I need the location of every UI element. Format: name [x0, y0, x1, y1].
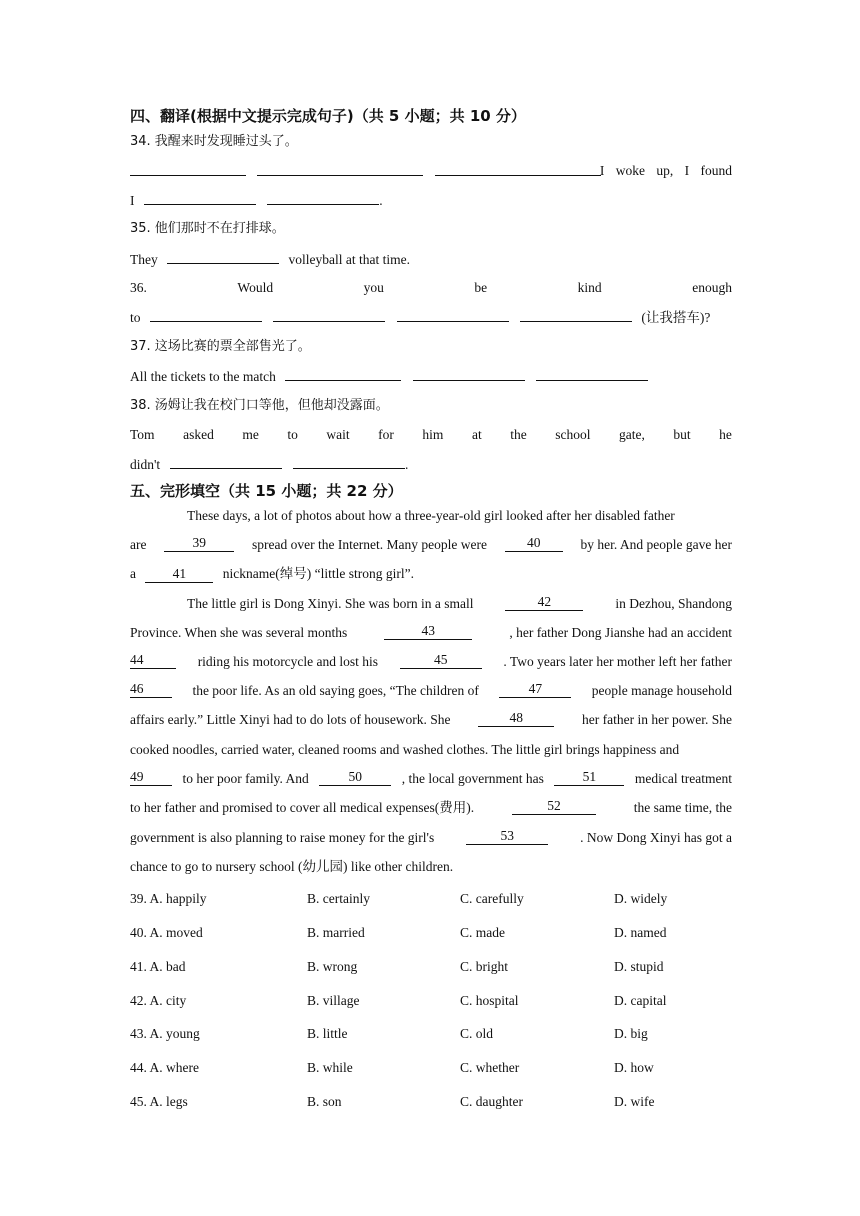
cloze-blank-42[interactable]: 42: [505, 594, 583, 611]
option-b[interactable]: B. wrong: [307, 959, 358, 974]
passage-text: Province. When she was several months: [130, 625, 348, 640]
question-35-text: volleyball at that time.: [288, 252, 410, 267]
passage-line: chance to go to nursery school (幼儿园) like other children.: [130, 859, 454, 874]
question-34-answer-line-1: [130, 161, 732, 182]
question-38-word: Tom: [130, 427, 155, 442]
answer-blank[interactable]: [536, 366, 648, 381]
question-36-word: 36.: [130, 280, 147, 295]
passage-line: [130, 681, 732, 701]
passage-line: [130, 623, 732, 643]
question-34-text: I woke up, I found: [599, 163, 732, 178]
passage-text: nickname(绰号) “little strong girl”.: [222, 566, 414, 581]
answer-blank[interactable]: [144, 190, 256, 205]
answer-blank[interactable]: [170, 454, 282, 469]
question-38-word: for: [378, 427, 394, 442]
option-row-45: [130, 1092, 732, 1112]
option-c[interactable]: C. old: [460, 1026, 494, 1041]
option-b[interactable]: B. little: [307, 1026, 348, 1041]
cloze-blank-41[interactable]: 41: [145, 566, 213, 583]
question-36-word: to: [130, 310, 141, 325]
passage-line: [130, 564, 732, 584]
question-37-text: All the tickets to the match: [130, 369, 276, 384]
passage-text: to her father and promised to cover all medical expenses(费用).: [130, 800, 475, 815]
option-a[interactable]: 44. A. where: [130, 1060, 199, 1075]
option-b[interactable]: B. son: [307, 1094, 342, 1109]
option-a[interactable]: 45. A. legs: [130, 1094, 188, 1109]
answer-blank[interactable]: [257, 161, 423, 176]
passage-text: The little girl is Dong Xinyi. She was born in a small: [187, 596, 474, 611]
option-d[interactable]: D. big: [614, 1026, 648, 1041]
question-38-word: him: [422, 427, 444, 442]
passage-text: by her. And people gave her: [580, 537, 732, 552]
question-36-line-2: [130, 307, 732, 328]
option-a[interactable]: 39. A. happily: [130, 891, 207, 906]
question-34-answer-line-2: [130, 190, 732, 211]
option-c[interactable]: C. whether: [460, 1060, 520, 1075]
passage-text: a: [130, 566, 136, 581]
passage-text: people manage household: [591, 683, 732, 698]
cloze-blank-52[interactable]: 52: [512, 798, 596, 815]
passage-text: medical treatment: [634, 771, 732, 786]
passage-line: [130, 828, 732, 848]
option-d[interactable]: D. wife: [614, 1094, 655, 1109]
option-d[interactable]: D. how: [614, 1060, 654, 1075]
cloze-blank-50[interactable]: 50: [319, 769, 391, 786]
option-row-41: [130, 957, 732, 977]
answer-blank[interactable]: [285, 366, 401, 381]
question-36-word: Would: [237, 280, 274, 295]
cloze-blank-47[interactable]: 47: [499, 681, 571, 698]
option-a[interactable]: 41. A. bad: [130, 959, 186, 974]
question-38-line-1: [130, 425, 732, 445]
passage-text: the same time, the: [633, 800, 732, 815]
passage-text: the poor life. As an old saying goes, “The children of: [192, 683, 479, 698]
question-36-hint: (让我搭车)?: [641, 310, 711, 325]
answer-blank[interactable]: [273, 307, 385, 322]
option-b[interactable]: B. certainly: [307, 891, 370, 906]
question-38-line-2: [130, 454, 732, 475]
passage-text: affairs early.” Little Xinyi had to do lots of housework. She: [130, 712, 451, 727]
question-38-text: didn't: [130, 457, 161, 472]
cloze-blank-51[interactable]: 51: [554, 769, 624, 786]
period: .: [404, 457, 409, 472]
answer-blank[interactable]: [130, 161, 246, 176]
option-d[interactable]: D. widely: [614, 891, 668, 906]
question-38-word: to: [287, 427, 298, 442]
passage-text: , her father Dong Jianshe had an accident: [509, 625, 732, 640]
cloze-blank-53[interactable]: 53: [466, 828, 548, 845]
passage-text: , the local government has: [401, 771, 544, 786]
passage-text: are: [130, 537, 147, 552]
answer-blank[interactable]: [293, 454, 405, 469]
cloze-blank-49[interactable]: 49: [130, 769, 172, 786]
question-36-word: kind: [577, 280, 602, 295]
option-c[interactable]: C. made: [460, 925, 505, 940]
answer-blank[interactable]: [267, 190, 379, 205]
cloze-blank-46[interactable]: 46: [130, 681, 172, 698]
cloze-blank-44[interactable]: 44: [130, 652, 176, 669]
passage-text: riding his motorcycle and lost his: [197, 654, 379, 669]
answer-blank[interactable]: [167, 249, 279, 264]
option-c[interactable]: C. hospital: [460, 993, 519, 1008]
cloze-blank-40[interactable]: 40: [505, 535, 563, 552]
cloze-blank-43[interactable]: 43: [384, 623, 472, 640]
question-38-word: he: [719, 427, 732, 442]
question-38-word: at: [471, 427, 482, 442]
option-c[interactable]: C. carefully: [460, 891, 524, 906]
passage-line: cooked noodles, carried water, cleaned rooms and washed clothes. The little girl brings happiness and: [130, 742, 680, 757]
question-38-prompt: 38. 汤姆让我在校门口等他，但他却没露面。: [130, 398, 389, 413]
question-35-text: They: [130, 252, 158, 267]
option-row-44: [130, 1058, 732, 1078]
question-38-word: the: [510, 427, 527, 442]
option-d[interactable]: D. capital: [614, 993, 667, 1008]
passage-line: These days, a lot of photos about how a three-year-old girl looked after her disabled father: [187, 508, 675, 523]
answer-blank[interactable]: [520, 307, 632, 322]
option-d[interactable]: D. stupid: [614, 959, 664, 974]
passage-text: . Now Dong Xinyi has got a: [580, 830, 732, 845]
passage-line: [130, 710, 732, 730]
option-b[interactable]: B. village: [307, 993, 360, 1008]
question-36-word: you: [363, 280, 384, 295]
question-38-word: asked: [183, 427, 214, 442]
option-row-42: [130, 991, 732, 1011]
cloze-blank-48[interactable]: 48: [478, 710, 554, 727]
answer-blank[interactable]: [435, 161, 601, 176]
section-four-title: 四、翻译(根据中文提示完成句子)（共 5 小题；共 10 分）: [130, 107, 526, 125]
option-a[interactable]: 43. A. young: [130, 1026, 200, 1041]
answer-blank[interactable]: [413, 366, 525, 381]
passage-line: [130, 652, 732, 672]
question-37-answer-line: [130, 366, 732, 387]
question-38-word: wait: [326, 427, 350, 442]
passage-line: [130, 594, 732, 614]
option-row-43: [130, 1024, 732, 1044]
passage-text: spread over the Internet. Many people were: [251, 537, 488, 552]
question-35-prompt: 35. 他们那时不在打排球。: [130, 221, 285, 236]
option-a[interactable]: 42. A. city: [130, 993, 187, 1008]
passage-text: to her poor family. And: [182, 771, 309, 786]
passage-line: [130, 769, 732, 789]
option-a[interactable]: 40. A. moved: [130, 925, 203, 940]
question-38-word: school: [555, 427, 591, 442]
section-five-title: 五、完形填空（共 15 小题；共 22 分）: [130, 482, 403, 500]
question-37-prompt: 37. 这场比赛的票全部售光了。: [130, 339, 311, 354]
option-b[interactable]: B. married: [307, 925, 365, 940]
passage-text: government is also planning to raise money for the girl's: [130, 830, 435, 845]
cloze-blank-45[interactable]: 45: [400, 652, 482, 669]
answer-blank[interactable]: [397, 307, 509, 322]
question-38-word: me: [242, 427, 259, 442]
question-35-answer-line: [130, 249, 732, 270]
answer-blank[interactable]: [150, 307, 262, 322]
passage-line: [130, 798, 732, 818]
passage-line: [130, 535, 732, 555]
option-b[interactable]: B. while: [307, 1060, 353, 1075]
option-row-40: [130, 923, 732, 943]
question-38-word: but: [673, 427, 691, 442]
question-36-word: enough: [692, 280, 732, 295]
passage-text: . Two years later her mother left her father: [503, 654, 732, 669]
passage-text: in Dezhou, Shandong: [615, 596, 732, 611]
option-c[interactable]: C. bright: [460, 959, 509, 974]
option-row-39: [130, 889, 732, 909]
question-34-text: I: [130, 193, 135, 208]
question-36-word: be: [474, 280, 488, 295]
option-d[interactable]: D. named: [614, 925, 667, 940]
passage-text: her father in her power. She: [582, 712, 732, 727]
question-36-line-1: [130, 278, 732, 298]
option-c[interactable]: C. daughter: [460, 1094, 523, 1109]
cloze-blank-39[interactable]: 39: [164, 535, 234, 552]
question-34-prompt: 34. 我醒来时发现睡过头了。: [130, 134, 298, 149]
question-38-word: gate,: [619, 427, 645, 442]
period: .: [379, 193, 383, 208]
